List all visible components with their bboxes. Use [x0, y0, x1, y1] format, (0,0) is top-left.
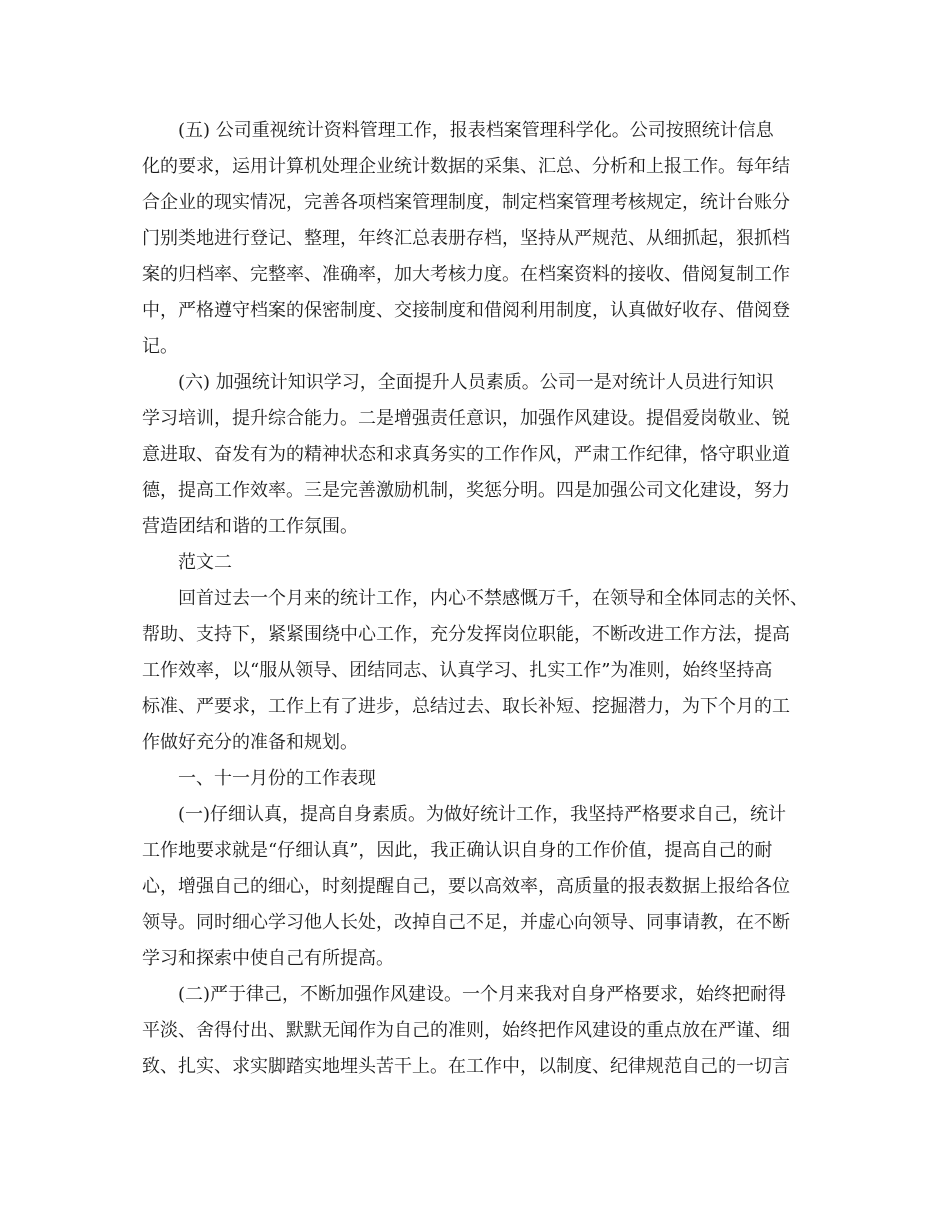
item-2-line-2: 平淡、舍得付出、默默无闻作为自己的准则，始终把作风建设的重点放在严谨、细: [142, 1020, 790, 1041]
item-1-line-1: (一)仔细认真，提高自身素质。为做好统计工作，我坚持严格要求自己，统计: [178, 804, 787, 825]
intro-line-2: 帮助、支持下，紧紧围绕中心工作，充分发挥岗位职能，不断改进工作方法，提高: [142, 624, 790, 645]
item-2-line-3: 致、扎实、求实脚踏实地埋头苦干上。在工作中，以制度、纪律规范自己的一切言: [142, 1056, 790, 1077]
item-2-line-1: (二)严于律己，不断加强作风建设。一个月来我对自身严格要求，始终把耐得: [178, 984, 787, 1005]
paragraph-5-line-3: 合企业的现实情况，完善各项档案管理制度，制定档案管理考核规定，统计台账分: [142, 192, 790, 213]
paragraph-6-line-2: 学习培训，提升综合能力。二是增强责任意识，加强作风建设。提倡爱岗敬业、锐: [142, 408, 790, 429]
paragraph-6-line-1: (六) 加强统计知识学习，全面提升人员素质。公司一是对统计人员进行知识: [178, 372, 774, 393]
paragraph-5-line-1: (五) 公司重视统计资料管理工作，报表档案管理科学化。公司按照统计信息: [178, 120, 774, 141]
paragraph-5-line-6: 中，严格遵守档案的保密制度、交接制度和借阅利用制度，认真做好收存、借阅登: [142, 300, 790, 321]
intro-line-1: 回首过去一个月来的统计工作，内心不禁感慨万千，在领导和全体同志的关怀、: [178, 588, 808, 609]
paragraph-5-line-7: 记。: [142, 336, 178, 357]
paragraph-6-line-5: 营造团结和谐的工作氛围。: [142, 516, 358, 537]
item-1-line-5: 学习和探索中使自己有所提高。: [142, 948, 394, 969]
paragraph-5-line-5: 案的归档率、完整率、准确率，加大考核力度。在档案资料的接收、借阅复制工作: [142, 264, 790, 285]
item-1-line-3: 心，增强自己的细心，时刻提醒自己，要以高效率，高质量的报表数据上报给各位: [142, 876, 790, 897]
paragraph-5-line-4: 门别类地进行登记、整理，年终汇总表册存档，坚持从严规范、从细抓起，狠抓档: [142, 228, 790, 249]
section-heading-fanwen-2: 范文二: [178, 552, 232, 573]
subheading-november-performance: 一、十一月份的工作表现: [178, 768, 376, 789]
intro-line-5: 作做好充分的准备和规划。: [142, 732, 358, 753]
intro-line-4: 标准、严要求，工作上有了进步，总结过去、取长补短、挖掘潜力，为下个月的工: [142, 696, 790, 717]
item-1-line-4: 领导。同时细心学习他人长处，改掉自己不足，并虚心向领导、同事请教，在不断: [142, 912, 790, 933]
paragraph-5-line-2: 化的要求，运用计算机处理企业统计数据的采集、汇总、分析和上报工作。每年结: [142, 156, 790, 177]
paragraph-6-line-4: 德，提高工作效率。三是完善激励机制，奖惩分明。四是加强公司文化建设，努力: [142, 480, 790, 501]
intro-line-3: 工作效率，以“服从领导、团结同志、认真学习、扎实工作”为准则，始终坚持高: [142, 660, 773, 681]
item-1-line-2: 工作地要求就是“仔细认真”，因此，我正确认识自身的工作价值，提高自己的耐: [142, 840, 773, 861]
paragraph-6-line-3: 意进取、奋发有为的精神状态和求真务实的工作作风，严肃工作纪律，恪守职业道: [142, 444, 790, 465]
